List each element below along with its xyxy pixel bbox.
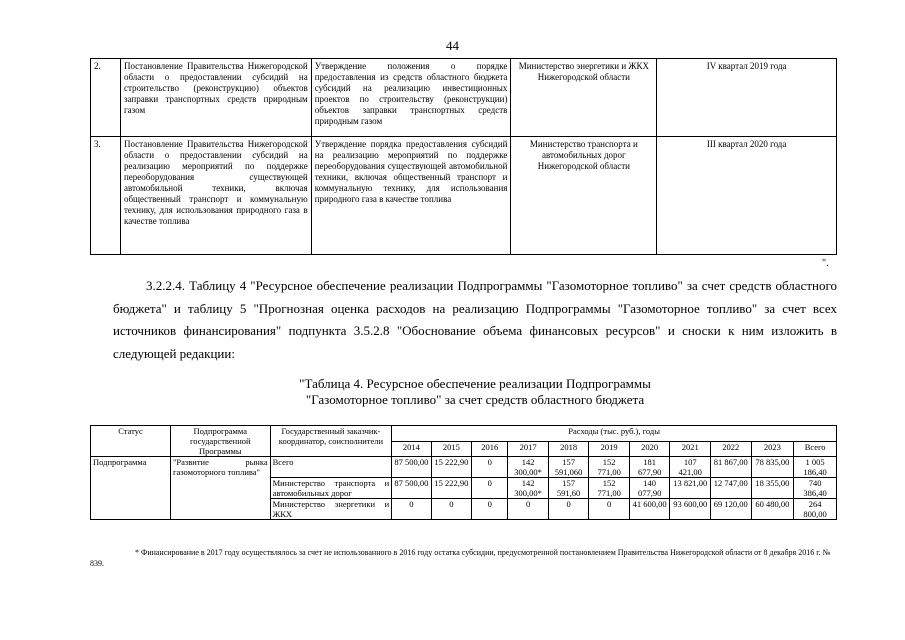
expense-value: 0 <box>431 499 472 520</box>
expense-value: 0 <box>472 478 508 499</box>
expense-value: 0 <box>472 499 508 520</box>
year-header: 2017 <box>508 441 549 457</box>
expense-value: 18 355,00 <box>751 478 794 499</box>
table-title-line1: "Таблица 4. Ресурсное обеспечение реализации Подпрограммы <box>299 376 651 391</box>
expense-value: 15 222,90 <box>431 478 472 499</box>
customer-cell: Министерство транспорта и автомобильных дорог <box>270 478 392 499</box>
expense-value: 78 835,00 <box>751 457 794 478</box>
expense-value: 740 386,40 <box>794 478 837 499</box>
expense-value: 107 421,00 <box>670 457 711 478</box>
expense-value: 81 867,00 <box>710 457 751 478</box>
header-program: Подпрограмма государственной Программы <box>170 426 270 457</box>
expense-value: 87 500,00 <box>392 478 431 499</box>
year-header: 2015 <box>431 441 472 457</box>
document-content: Утверждение положения о порядке предоставления из средств областного бюджета субсидий на реализацию инвестиционных проектов по строительству (реконструкции) объектов заправки транспортных средств природным газом <box>311 59 511 137</box>
header-expenses: Расходы (тыс. руб.), годы <box>392 426 837 442</box>
year-header: 2023 <box>751 441 794 457</box>
footnote-text: * Финансирование в 2017 году осуществлялось за счет не использованного в 2016 году остатка субсидии, предусмотренной постановлением Правительства Нижегородской области от 8 декабря 2016 г. № 839. <box>90 548 831 568</box>
row-number: 2. <box>91 59 121 137</box>
customer-cell: Всего <box>270 457 392 478</box>
year-header: 2014 <box>392 441 431 457</box>
header-status: Статус <box>91 426 171 457</box>
expense-value: 41 600,00 <box>629 499 670 520</box>
year-header: 2016 <box>472 441 508 457</box>
expense-value: 264 800,00 <box>794 499 837 520</box>
measures-row <box>91 59 837 137</box>
document-name: Постановление Правительства Нижегородской области о предоставлении субсидий на реализацию мероприятий по поддержке переоборудования существующей автомобильной техники, включая общественный транспорт и коммунальную технику, для использования природного газа в качестве топлива <box>120 137 311 255</box>
table-title <box>113 376 837 408</box>
row-number: 3. <box>91 137 121 255</box>
expense-value: 93 600,00 <box>670 499 711 520</box>
customer-cell: Министерство энергетики и ЖКХ <box>270 499 392 520</box>
expense-value: 152 771,00 <box>589 478 630 499</box>
expense-value: 87 500,00 <box>392 457 431 478</box>
expense-value: 142 300,00* <box>508 478 549 499</box>
expense-value: 0 <box>472 457 508 478</box>
resource-table <box>90 425 837 520</box>
page-number: 44 <box>446 38 459 53</box>
expense-value: 152 771,00 <box>589 457 630 478</box>
footnote <box>90 547 840 569</box>
resource-row <box>91 457 837 478</box>
expense-value: 0 <box>548 499 589 520</box>
expense-value: 181 677,90 <box>629 457 670 478</box>
year-header: 2018 <box>548 441 589 457</box>
expense-value: 157 591,60 <box>548 478 589 499</box>
amendment-paragraph <box>113 275 837 365</box>
expense-value: 12 747,00 <box>710 478 751 499</box>
executor: Министерство энергетики и ЖКХ Нижегородской области <box>511 59 657 137</box>
table-title-line2: "Газомоторное топливо" за счет средств областного бюджета <box>305 392 645 407</box>
term: III квартал 2020 года <box>657 137 837 255</box>
expense-value: 1 005 186,40 <box>794 457 837 478</box>
paragraph-text: 3.2.2.4. Таблицу 4 "Ресурсное обеспечение реализации Подпрограммы "Газомоторное топливо" за счет средств областного бюджета" и таблицу 5 "Прогнозная оценка расходов на реализацию Подпрограммы "Газомоторное топливо" за счет всех источников финансирования" подпункта 3.5.2.8 "Обоснование объема финансовых ресурсов" и сноски к ним изложить в следующей редакции: <box>113 278 837 361</box>
resource-header-row <box>91 426 837 442</box>
year-header: 2022 <box>710 441 751 457</box>
expense-value: 60 480,00 <box>751 499 794 520</box>
expense-value: 0 <box>508 499 549 520</box>
measures-table <box>90 58 837 255</box>
expense-value: 0 <box>392 499 431 520</box>
term: IV квартал 2019 года <box>657 59 837 137</box>
expense-value: 0 <box>589 499 630 520</box>
header-customer: Государственный заказчик- координатор, соисполнители <box>270 426 392 457</box>
year-header: 2021 <box>670 441 711 457</box>
expense-value: 15 222,90 <box>431 457 472 478</box>
program-cell: "Развитие рынка газомоторного топлива" <box>170 457 270 520</box>
expense-value: 13 821,00 <box>670 478 711 499</box>
closing-quote: ". <box>822 258 829 269</box>
expense-value: 142 300,00* <box>508 457 549 478</box>
executor: Министерство транспорта и автомобильных дорог Нижегородской области <box>511 137 657 255</box>
year-header: Всего <box>794 441 837 457</box>
measures-row <box>91 137 837 255</box>
status-cell: Подпрограмма <box>91 457 171 520</box>
year-header: 2019 <box>589 441 630 457</box>
expense-value: 140 077,90 <box>629 478 670 499</box>
document-name: Постановление Правительства Нижегородской области о предоставлении субсидий на строительство (реконструкцию) объектов заправки транспортных средств природным газом <box>120 59 311 137</box>
document-content: Утверждение порядка предоставления субсидий на реализацию мероприятий по поддержке переоборудования существующей автомобильной техники, включая общественный транспорт и коммунальную технику, для использования природного газа в качестве топлива <box>311 137 511 255</box>
year-header: 2020 <box>629 441 670 457</box>
expense-value: 69 120,00 <box>710 499 751 520</box>
expense-value: 157 591,060 <box>548 457 589 478</box>
